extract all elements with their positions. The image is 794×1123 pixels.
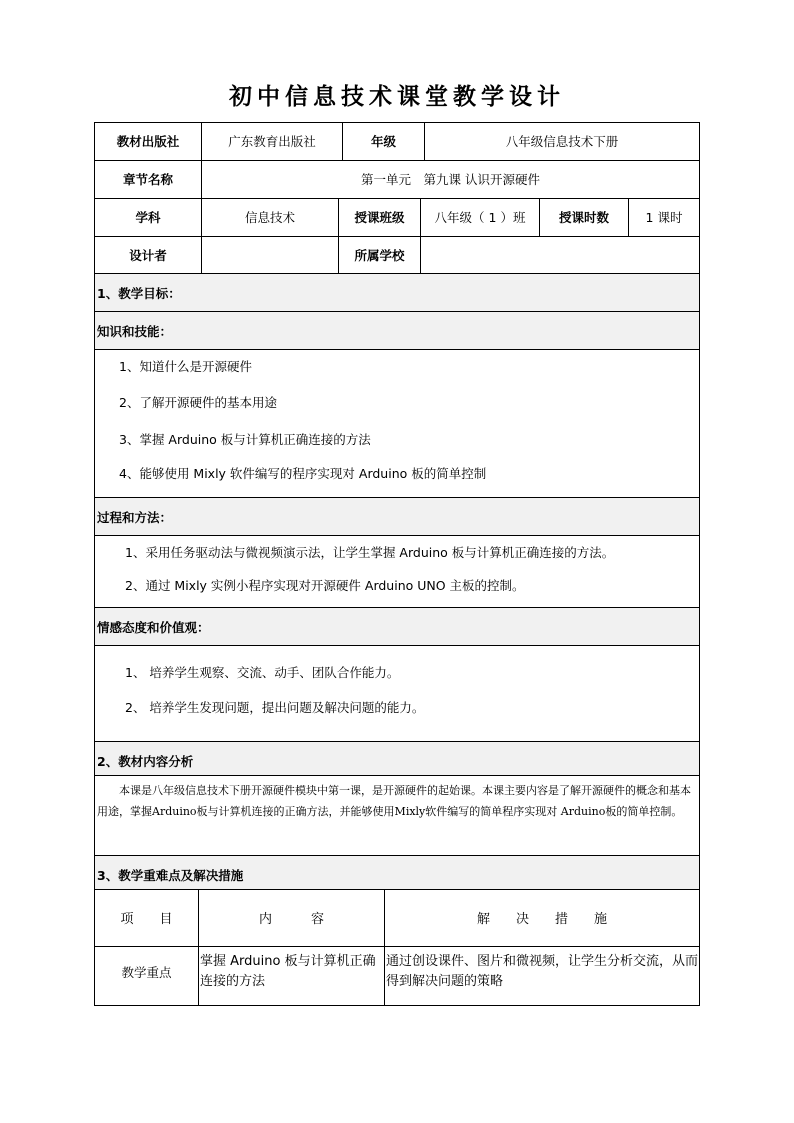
subject-label: 学科 (95, 199, 202, 236)
chapter-label: 章节名称 (95, 161, 202, 198)
col-item-header: 项 目 (95, 890, 199, 946)
list-item: 1、 培养学生观察、交流、动手、团队合作能力。 (125, 665, 400, 680)
hours-label: 授课时数 (540, 199, 629, 236)
class-label: 授课班级 (339, 199, 421, 236)
process-list (95, 536, 699, 608)
knowledge-heading: 知识和技能： (95, 312, 699, 350)
publisher-label: 教材出版社 (95, 123, 202, 160)
class-value: 八年级（ 1 ）班 (421, 199, 540, 236)
lesson-plan-table (94, 122, 700, 1006)
emotion-heading: 情感态度和价值观： (95, 608, 699, 646)
row-measure: 通过创设课件、图片和微视频，让学生分析交流，从而得到解决问题的策略 (386, 954, 699, 989)
info-row-publisher (95, 123, 699, 161)
grade-label: 年级 (343, 123, 425, 160)
knowledge-list (95, 350, 699, 498)
grade-value: 八年级信息技术下册 (505, 134, 619, 149)
col-content-header: 内 容 (199, 890, 385, 946)
list-item: 3、掌握 Arduino 板与计算机正确连接的方法 (119, 432, 371, 447)
col-measure-header: 解 决 措 施 (476, 912, 607, 927)
designer-value (202, 237, 339, 273)
subject-value: 信息技术 (202, 199, 339, 236)
list-item: 4、能够使用 Mixly 软件编写的程序实现对 Arduino 板的简单控制 (119, 466, 487, 481)
keypoints-heading: 3、教学重难点及解决措施 (95, 856, 699, 890)
school-value (421, 237, 699, 273)
designer-label: 设计者 (95, 237, 202, 273)
hours-value: 1 课时 (645, 210, 683, 225)
row-item: 教学重点 (95, 947, 199, 1005)
info-row-chapter (95, 161, 699, 199)
analysis-heading: 2、教材内容分析 (95, 742, 699, 776)
list-item: 2、通过 Mixly 实例小程序实现对开源硬件 Arduino UNO 主板的控制。 (125, 578, 525, 593)
process-heading: 过程和方法： (95, 498, 699, 536)
analysis-body (95, 776, 699, 856)
table-row (95, 947, 699, 1005)
keypoints-header-row (95, 890, 699, 947)
list-item: 1、采用任务驱动法与微视频演示法，让学生掌握 Arduino 板与计算机正确连接的方法。 (125, 545, 615, 560)
list-item: 2、 培养学生发现问题，提出问题及解决问题的能力。 (125, 700, 425, 715)
analysis-text: 本课是八年级信息技术下册开源硬件模块中第一课，是开源硬件的起始课。本课主要内容是了解开源硬件的概念和基本用途，掌握Arduino板与计算机连接的正确方法，并能够使用Mixly软件编写的简单程序实现对 Arduino板的简单控制。 (97, 784, 691, 818)
list-item: 2、了解开源硬件的基本用途 (119, 395, 277, 410)
publisher-value: 广东教育出版社 (202, 123, 343, 160)
objectives-heading: 1、教学目标： (95, 274, 699, 312)
list-item: 1、知道什么是开源硬件 (119, 359, 252, 374)
info-row-subject (95, 199, 699, 237)
info-row-designer (95, 237, 699, 274)
emotion-list (95, 646, 699, 742)
school-label: 所属学校 (339, 237, 421, 273)
chapter-value: 第一单元 第九课 认识开源硬件 (361, 172, 540, 187)
row-content: 掌握 Arduino 板与计算机正确连接的方法 (199, 947, 385, 1005)
page-title: 初中信息技术课堂教学设计 (229, 83, 565, 110)
